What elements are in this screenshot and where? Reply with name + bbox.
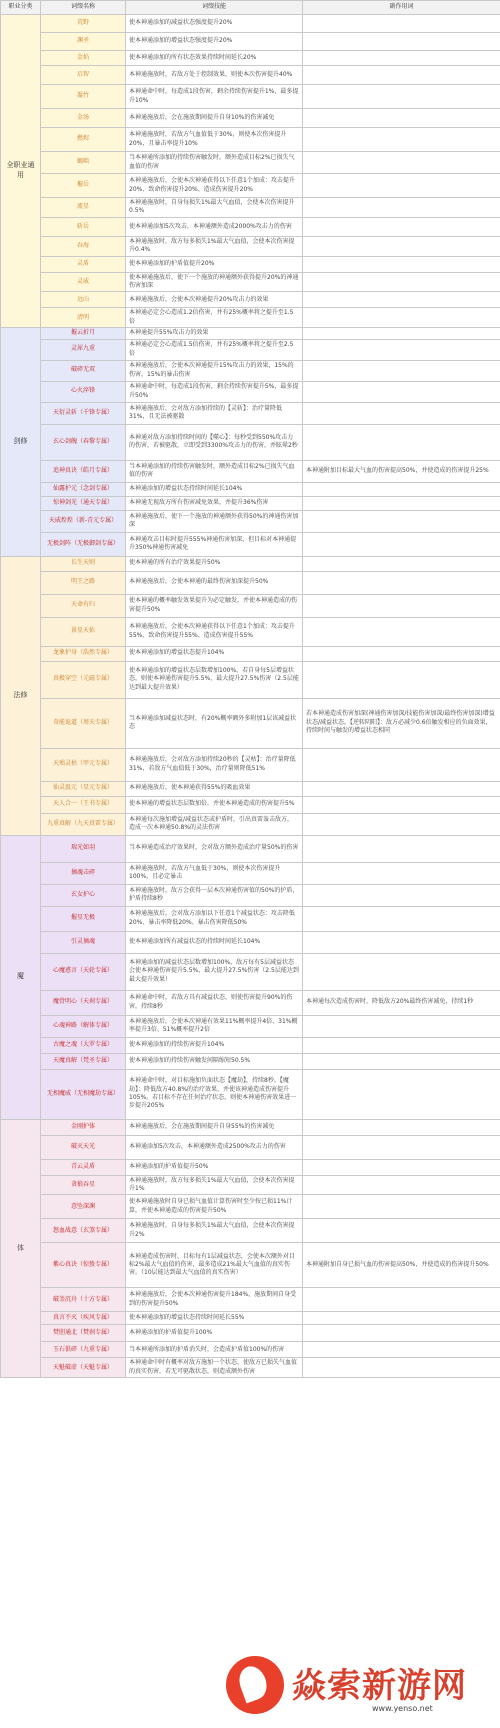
affix-skill-cell: 使本神通施放后，使下一个施放的神通额外获得提升20%的神通伤害加深 — [126, 272, 303, 292]
affix-skill-cell: 使本神通添加的护盾值提升20% — [126, 256, 303, 272]
affix-name-cell: 摘魂击碎 — [41, 862, 126, 884]
table-row — [1, 748, 500, 781]
affix-name-cell: 摧星无极 — [41, 906, 126, 931]
side-effect-cell — [303, 198, 500, 218]
affix-name-cell: 灵威 — [41, 272, 126, 292]
affix-name-cell: 心魔惑言（天轮专属） — [41, 953, 126, 990]
side-effect-cell — [303, 33, 500, 51]
side-effect-cell — [303, 1195, 500, 1219]
side-effect-cell: 本神通附加目标最大气血的伤害提高50%，并使造成的伤害提升25% — [303, 460, 500, 482]
header-side-effect: 副作用词 — [303, 1, 500, 15]
affix-skill-cell: 当本神通所添加的持续伤害触发时，额外造成目标2%已损失气血值的伤害 — [126, 152, 303, 174]
table-row — [1, 51, 500, 66]
table-row — [1, 781, 500, 796]
table-row — [1, 617, 500, 646]
affix-skill-cell: 本神通施放后，会使本次神通提升20%攻击力的效果 — [126, 292, 303, 308]
side-effect-cell — [303, 1312, 500, 1325]
affix-skill-cell: 本神通命中时，对目标施加负面状态【魔劫】，持续8秒。【魔劫】：降低敌方40.8%的治疗效果，并使该神通造成伤害提升105%。若目标不存在任何治疗状态，则使本神通伤害效果进一步提升205% — [126, 1069, 303, 1119]
table-row — [1, 85, 500, 109]
affix-skill-cell: 本神通施放后，会对敌方添加持续的【灵斩】：治疗量降低31%，且无法被驱散 — [126, 402, 303, 424]
affix-skill-cell: 本神通添加的减益状态层数增加100%，敌方每有5层减益状态会使本神通伤害提升5.5%，最大提升27.5%伤害（2.5层能达到最大提升效果） — [126, 953, 303, 990]
affix-name-cell: 玉石俱碎（九重专属） — [41, 1342, 126, 1358]
table-row — [1, 1037, 500, 1053]
side-effect-cell — [303, 1358, 500, 1378]
affix-name-cell: 摧岳 — [41, 174, 126, 198]
side-effect-cell — [303, 217, 500, 236]
affix-name-cell: 金汤 — [41, 109, 126, 128]
affix-skill-cell: 本神通命中时，若敌方具有减益状态，则使伤害提升90%的伤害，持续8秒 — [126, 990, 303, 1015]
table-row — [1, 66, 500, 85]
table-row — [1, 460, 500, 482]
affix-skill-cell: 本神通施放后，会在施放期间提升自身10%的伤害减免 — [126, 109, 303, 128]
header-category: 职业分类 — [1, 1, 41, 15]
affix-skill-cell: 使本神通添加的增益状态提升104% — [126, 646, 303, 661]
affix-skill-cell: 本神通施放时，敌方每多损失1%最大气血值，会使本次伤害提升1% — [126, 1175, 303, 1195]
affix-skill-cell: 本神通施放时，敌方会获得一层本次神通伤害值的50%的护盾，护盾持续8秒 — [126, 884, 303, 906]
affix-skill-cell: 使本神通添加的增益状态持续时间延长55% — [126, 1312, 303, 1325]
table-row — [1, 256, 500, 272]
affix-skill-cell: 本神通攻击目标时提升555%神通伤害加深，但目标对本神通提升350%神通伤害减免 — [126, 532, 303, 556]
side-effect-cell — [303, 796, 500, 813]
affix-name-cell: 魔骨明心（天刹专属） — [41, 990, 126, 1015]
side-effect-cell — [303, 594, 500, 617]
affix-skill-cell: 本神通施放后，会使本次神通伤害提升184%，施放期间自身受到的伤害提升50% — [126, 1288, 303, 1312]
table-row — [1, 532, 500, 556]
affix-name-cell: 引灵摘魂 — [41, 931, 126, 953]
affix-name-cell: 摧云折月 — [41, 328, 126, 339]
side-effect-cell — [303, 1288, 500, 1312]
affix-skill-cell: 本神通无视敌方所有伤害减免效果，并提升36%伤害 — [126, 496, 303, 510]
affix-skill-cell: 本神通添加的护盾值提升50% — [126, 1159, 303, 1175]
side-effect-cell — [303, 128, 500, 152]
side-effect-cell — [303, 152, 500, 174]
table-row — [1, 198, 500, 218]
affix-name-cell: 无极剑阵（无极御剑专属） — [41, 532, 126, 556]
side-effect-cell: 本神通每次造成伤害时，降低敌方20%最终伤害减免，持续1秒 — [303, 990, 500, 1015]
affix-name-cell: 天人合一（王书专属） — [41, 796, 126, 813]
table-row — [1, 33, 500, 51]
side-effect-cell — [303, 51, 500, 66]
affix-name-cell: 心火淬锋 — [41, 381, 126, 402]
affix-name-cell: 心魂神路（解体专属） — [41, 1015, 126, 1037]
affix-name-cell: 紫心真诀（惊蛰专属） — [41, 1243, 126, 1288]
side-effect-cell — [303, 360, 500, 381]
side-effect-cell — [303, 953, 500, 990]
side-effect-cell — [303, 66, 500, 85]
table-row — [1, 931, 500, 953]
side-effect-cell — [303, 292, 500, 308]
affix-skill-cell: 使本神通添加的减益状态强度提升20% — [126, 15, 303, 33]
affix-skill-cell: 本神通施放后，会在施放期间提升自身55%的伤害减免 — [126, 1119, 303, 1135]
affix-name-cell: 流星 — [41, 198, 126, 218]
table-row — [1, 953, 500, 990]
table-row — [1, 360, 500, 381]
side-effect-cell — [303, 617, 500, 646]
side-effect-cell — [303, 256, 500, 272]
affix-name-cell: 奇能诡道（周天专属） — [41, 698, 126, 748]
side-effect-cell — [303, 496, 500, 510]
affix-skill-cell: 本神通施放后，会对敌方添加持续20秒的【灵枯】：治疗量降低31%，若敌方气血值低于30%，治疗量则降低51% — [126, 748, 303, 781]
affix-skill-cell: 使本神通添加所有减益状态的持续时间延长104% — [126, 931, 303, 953]
affix-skill-cell: 使本神通添加5次攻击，本神通额外造成2000%攻击力的伤害 — [126, 217, 303, 236]
table-row — [1, 884, 500, 906]
table-row — [1, 862, 500, 884]
affix-name-cell: 荒野 — [41, 15, 126, 33]
table-row — [1, 698, 500, 748]
affix-name-cell: 灵盾 — [41, 256, 126, 272]
affix-skill-cell: 使本神通添加的增益状态强度提升20% — [126, 33, 303, 51]
affix-name-cell: 九重真解（九天真雷专属） — [41, 813, 126, 835]
side-effect-cell — [303, 1053, 500, 1069]
table-row — [1, 496, 500, 510]
side-effect-cell — [303, 85, 500, 109]
affix-name-cell: 天魁破虚（天魁专属） — [41, 1358, 126, 1378]
affix-name-cell: 斩岳 — [41, 217, 126, 236]
side-effect-cell — [303, 1219, 500, 1243]
affix-skill-cell: 本神通添加5次攻击，本神通额外造成2500%攻击力的伤害 — [126, 1135, 303, 1159]
affix-skill-cell: 本神通施放后，会使本次神通提升15%攻击力的效果，15%的伤害，15%的暴击伤害 — [126, 360, 303, 381]
table-row — [1, 1053, 500, 1069]
table-row — [1, 15, 500, 33]
affix-skill-cell: 本神通命中时，每造成1段伤害，剩余持续伤害提升5%，最多提升50% — [126, 381, 303, 402]
table-row — [1, 1195, 500, 1219]
table-row — [1, 1312, 500, 1325]
affix-skill-cell: 使本神通的所有治疗效果提升50% — [126, 556, 303, 571]
affix-name-cell: 古魔之魂（大罗专属） — [41, 1037, 126, 1053]
affix-skill-cell: 使本神通的概率触发效果提升为必定触发，并使本神通造成的伤害提升50% — [126, 594, 303, 617]
side-effect-cell — [303, 1037, 500, 1053]
affix-skill-cell: 本神通每次施加增益/减益状态或护盾时，引出真雷轰击敌方，造成一次本神通50.8%的灵法伤害 — [126, 813, 303, 835]
affix-name-cell: 天命有归 — [41, 594, 126, 617]
affix-skill-cell: 本神通施放后，会使本次神通获得以下任意1个加成：攻击提升55%、致命伤害提升55%、造成伤害提升55% — [126, 617, 303, 646]
affix-name-cell: 仙灵汲元（星元专属） — [41, 781, 126, 796]
affix-name-cell: 真言不灭（疾风专属） — [41, 1312, 126, 1325]
side-effect-cell — [303, 381, 500, 402]
affix-name-cell: 蝎啮 — [41, 152, 126, 174]
affix-skill-cell: 本神通提升55%攻击力的效果 — [126, 328, 303, 339]
affix-skill-cell: 本神通施放后，会使本神通的最终伤害加深提升50% — [126, 571, 303, 594]
table-row — [1, 482, 500, 496]
table-row — [1, 1288, 500, 1312]
affix-skill-cell: 本神通添加的增益状态持续时间延长104% — [126, 482, 303, 496]
affix-name-cell: 远山 — [41, 292, 126, 308]
table-row — [1, 1175, 500, 1195]
affix-name-cell: 玄女护心 — [41, 884, 126, 906]
side-effect-cell — [303, 1119, 500, 1135]
side-effect-cell — [303, 328, 500, 339]
affix-name-cell: 燃烬 — [41, 128, 126, 152]
site-logo-icon — [226, 1656, 284, 1714]
affix-skill-cell: 本神通施放后，会使本次神通获得以下任意1个加成：攻击提升20%、致命伤害提升20%、造成伤害提升20% — [126, 174, 303, 198]
side-effect-cell — [303, 661, 500, 698]
table-row — [1, 1159, 500, 1175]
table-row — [1, 1342, 500, 1358]
table-row — [1, 1325, 500, 1342]
affix-name-cell: 启智 — [41, 66, 126, 85]
affix-skill-cell: 使本神通施放时自身已损气血值计算伤害时至少按已损11%计算，并使本神通造成的伤害提升50% — [126, 1195, 303, 1219]
side-effect-cell — [303, 835, 500, 862]
table-row — [1, 308, 500, 328]
affix-name-cell: 破釜沉舟（十方专属） — [41, 1288, 126, 1312]
table-row — [1, 402, 500, 424]
affix-skill-cell: 当本神通所添加的护盾消失时，会造成护盾值100%的伤害 — [126, 1342, 303, 1358]
affix-skill-cell: 本神通造成伤害时，目标每有1层减益状态，会使本次额外对目标2%最大气血值的伤害，最多造成21%最大气血值的真实伤害。（10层能达到最大气血值的真实伤害） — [126, 1243, 303, 1288]
affix-name-cell: 龙象护身（浩然专属） — [41, 646, 126, 661]
affix-name-cell: 怒血战意（玄煞专属） — [41, 1219, 126, 1243]
watermark-url: www.yenso.net — [372, 1704, 433, 1713]
side-effect-cell — [303, 1342, 500, 1358]
table-row — [1, 835, 500, 862]
affix-skill-cell: 本神通施放后，会使本次神通有效果11%概率提升4倍、31%概率提升3倍、51%概率提升2倍 — [126, 1015, 303, 1037]
affix-skill-cell: 本神通施放时，若敌方气血低于30%，则使本次伤害提升100%，且必定暴击 — [126, 862, 303, 884]
table-row — [1, 109, 500, 128]
table-row — [1, 217, 500, 236]
table-row — [1, 1358, 500, 1378]
affix-name-cell: 意坠深渊 — [41, 1195, 126, 1219]
watermark-logo-text: 焱索新游网 — [292, 1666, 467, 1706]
affix-skill-cell: 本神通施放时，若敌方处于控制效果，则使本次伤害提升40% — [126, 66, 303, 85]
table-row — [1, 813, 500, 835]
affix-name-cell: 焚胆通北（焚刹专属） — [41, 1325, 126, 1342]
table-row — [1, 796, 500, 813]
side-effect-cell — [303, 571, 500, 594]
table-row — [1, 646, 500, 661]
table-row — [1, 328, 500, 339]
affix-name-cell: 长生天则 — [41, 556, 126, 571]
side-effect-cell — [303, 884, 500, 906]
affix-skill-cell: 本神通对敌方添加持续时间的【噬心】：每秒受到550%攻击力的伤害，若被驱散，立即受到3300%攻击力的伤害，并眩晕2秒 — [126, 424, 303, 460]
affix-name-cell: 天魔真解（梵圣专属） — [41, 1053, 126, 1069]
header-affix-skill: 词缀技能 — [126, 1, 303, 15]
table-row — [1, 906, 500, 931]
table-row — [1, 381, 500, 402]
affix-skill-cell: 本神通命中时有概率对敌方施加一个状态，使敌方已损失气血值的真实伤害，若无可驱散状态，则造成额外伤害 — [126, 1358, 303, 1378]
affix-skill-cell: 本神通施放后，会对敌方添加以下任意1个减益状态：攻击降低20%、暴击率降低20%、暴击伤害降低50% — [126, 906, 303, 931]
affix-skill-cell: 当本神通添加减益状态时，有20%概率额外多附加1层该减益状态 — [126, 698, 303, 748]
affix-name-cell: 青云灵盾 — [41, 1159, 126, 1175]
table-row — [1, 152, 500, 174]
affix-skill-cell: 本神通施放后，使下一个施放的神通额外获得50%的神通伤害加深 — [126, 510, 303, 532]
side-effect-cell — [303, 906, 500, 931]
side-effect-cell — [303, 813, 500, 835]
affix-skill-cell: 本神通施放时，自身每多损失1%最大气血值，会使本次伤害提升2% — [126, 1219, 303, 1243]
side-effect-cell — [303, 510, 500, 532]
side-effect-cell — [303, 109, 500, 128]
affix-name-cell: 贪狼吞星 — [41, 1175, 126, 1195]
table-header-row — [1, 1, 500, 15]
affix-name-cell: 渊圣 — [41, 33, 126, 51]
affix-skill-cell: 本神通命中时，每造成1段伤害，剩余持续伤害提升1%，最多提升10% — [126, 85, 303, 109]
affix-skill-cell: 本神通施放时，自身每损失1%最大气血值，会使本次伤害提升0.5% — [126, 198, 303, 218]
side-effect-cell — [303, 1015, 500, 1037]
affix-name-cell: 吞海 — [41, 236, 126, 256]
side-effect-cell — [303, 1175, 500, 1195]
table-row — [1, 339, 500, 360]
table-row — [1, 1119, 500, 1135]
affix-skill-cell: 本神通施放时，若敌方气血值低于30%，则使本次伤害提升20%，且暴击率提升10% — [126, 128, 303, 152]
affix-skill-cell: 本神通添加的护盾值提升100% — [126, 1325, 303, 1342]
side-effect-cell — [303, 646, 500, 661]
side-effect-cell — [303, 1159, 500, 1175]
affix-name-cell: 金焰 — [41, 51, 126, 66]
side-effect-cell — [303, 236, 500, 256]
table-row — [1, 1135, 500, 1159]
side-effect-cell: 若本神通造成伤害加深(神通伤害加深/技能伤害加深/最终伤害加深)增益状态/减益状态，【逆转阴阳】：敌方必减少0.6倍触发相应的负面效果，持续时间与触发的增益状态相同 — [303, 698, 500, 748]
table-row — [1, 424, 500, 460]
affix-name-cell: 仙露护元（念剑专属） — [41, 482, 126, 496]
affix-skill-cell: 使本神通添加的所有状态效果持续时间延长20% — [126, 51, 303, 66]
side-effect-cell — [303, 424, 500, 460]
side-effect-cell — [303, 15, 500, 33]
affix-skill-cell: 本神通施放时，敌方每多损失1%最大气血值，会使本次伤害提升0.4% — [126, 236, 303, 256]
affix-skill-cell: 使本神通添加的增益状态层数增加100%，若自身每5层增益状态，则使本神通伤害提升5.5%，最大提升27.5%伤害（2.5层能达到最大提升效果） — [126, 661, 303, 698]
table-row — [1, 174, 500, 198]
affix-name-cell: 追神真诀（皓月专属） — [41, 460, 126, 482]
table-row — [1, 292, 500, 308]
side-effect-cell — [303, 748, 500, 781]
table-row — [1, 661, 500, 698]
table-row — [1, 1015, 500, 1037]
table-row — [1, 1243, 500, 1288]
side-effect-cell — [303, 308, 500, 328]
side-effect-cell — [303, 339, 500, 360]
affix-name-cell: 瑞光如羽 — [41, 835, 126, 862]
side-effect-cell: 本神通附加自身已损气血的伤害提高50%，并使造成的伤害提升50% — [303, 1243, 500, 1288]
affix-name-cell: 玄心剑魄（春黎专属） — [41, 424, 126, 460]
category-cell: 全职业通用 — [1, 15, 41, 328]
table-row — [1, 990, 500, 1015]
category-cell: 剑修 — [1, 328, 41, 556]
side-effect-cell — [303, 781, 500, 796]
affix-name-cell: 金刚护体 — [41, 1119, 126, 1135]
table-row — [1, 236, 500, 256]
affix-name-cell: 惊神剑光（通天专属） — [41, 496, 126, 510]
table-row — [1, 272, 500, 292]
affix-skill-cell: 本神通施放后，使本神通获得55%的吸血效果 — [126, 781, 303, 796]
affix-skill-cell: 使本神通添加的持续伤害提升104% — [126, 1037, 303, 1053]
table-body — [1, 15, 500, 1378]
category-cell: 体 — [1, 1119, 41, 1378]
category-cell: 魔 — [1, 835, 41, 1119]
affix-skill-cell: 当本神通添加的持续伤害触发时，额外造成目标2%已损失气血值的伤害 — [126, 460, 303, 482]
table-row — [1, 556, 500, 571]
table-row — [1, 1219, 500, 1243]
watermark — [222, 1652, 494, 1724]
side-effect-cell — [303, 174, 500, 198]
affix-skill-cell: 本神通必定会心造成1.2倍伤害，并有25%概率将之提升至1.5倍 — [126, 308, 303, 328]
side-effect-cell — [303, 1325, 500, 1342]
affix-name-cell: 破灭天光 — [41, 1135, 126, 1159]
side-effect-cell — [303, 532, 500, 556]
affix-name-cell: 天殒灵枯（甲元专属） — [41, 748, 126, 781]
side-effect-cell — [303, 482, 500, 496]
affix-skill-cell: 使本神通添加的持续伤害触发间隔缩短50.5% — [126, 1053, 303, 1069]
category-cell: 法修 — [1, 556, 41, 835]
affix-name-cell: 天威煌煌（新-青元专属） — [41, 510, 126, 532]
affix-name-cell: 破碎无双 — [41, 360, 126, 381]
affix-skill-cell: 当本神通造成治疗效果时，会对敌方额外造成治疗量50%的伤害 — [126, 835, 303, 862]
affix-name-cell: 天衍灵斩（千锋专属） — [41, 402, 126, 424]
affix-name-cell: 景星天佑 — [41, 617, 126, 646]
affix-name-cell: 凝竹 — [41, 85, 126, 109]
header-affix-name: 词缀名称 — [41, 1, 126, 15]
table-row — [1, 571, 500, 594]
side-effect-cell — [303, 556, 500, 571]
side-effect-cell — [303, 1135, 500, 1159]
affix-name-cell: 真极穿空（元磁专属） — [41, 661, 126, 698]
affix-skill-cell: 本神通必定会心造成1.5倍伤害，并有25%概率将之提升至2.5倍 — [126, 339, 303, 360]
affix-name-cell: 灵犀九重 — [41, 339, 126, 360]
table-row — [1, 594, 500, 617]
side-effect-cell — [303, 272, 500, 292]
affix-name-cell: 无相魔威（无相魔劫专属） — [41, 1069, 126, 1119]
side-effect-cell — [303, 931, 500, 953]
table-row — [1, 128, 500, 152]
affix-name-cell: 清明 — [41, 308, 126, 328]
table-row — [1, 510, 500, 532]
side-effect-cell — [303, 862, 500, 884]
side-effect-cell — [303, 1069, 500, 1119]
table-row — [1, 1069, 500, 1119]
side-effect-cell — [303, 402, 500, 424]
affix-name-cell: 明王之路 — [41, 571, 126, 594]
affix-skill-cell: 使本神通的增益状态层数加倍，并使本神通造成的伤害提升5% — [126, 796, 303, 813]
